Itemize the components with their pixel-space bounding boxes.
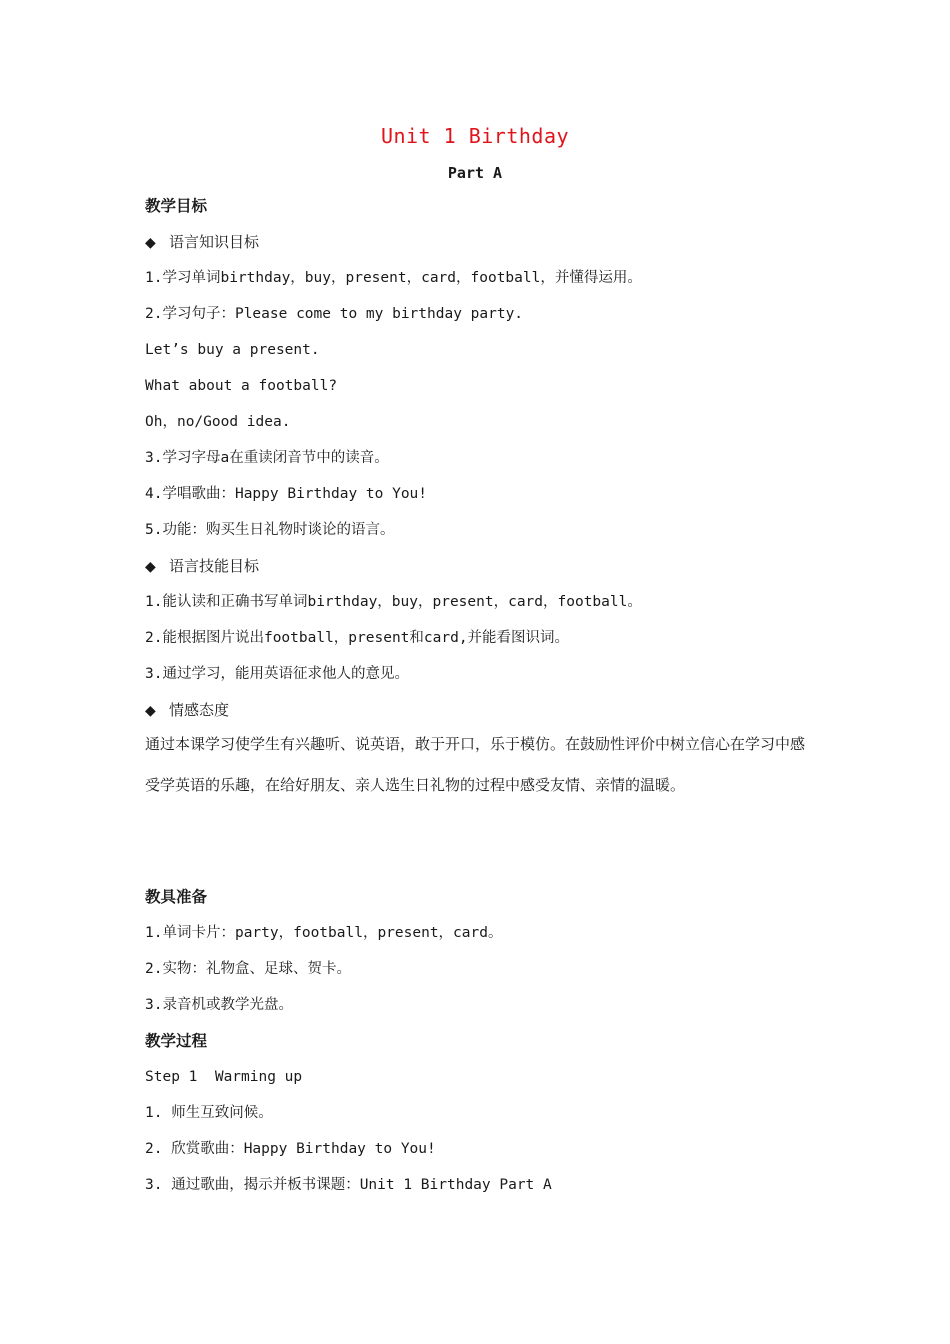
objective-item-3: 3.学习字母a在重读闭音节中的读音。 xyxy=(145,450,389,466)
section-heading-preparation: 教具准备 xyxy=(145,888,208,906)
diamond-bullet-icon: ◆ xyxy=(145,235,156,251)
diamond-bullet-icon: ◆ xyxy=(145,559,156,575)
sentence-line: Let’s buy a present. xyxy=(145,342,320,358)
document-title: Unit 1 Birthday xyxy=(380,124,570,148)
section-heading-process: 教学过程 xyxy=(145,1032,208,1050)
objective-item-4: 4.学唱歌曲：Happy Birthday to You! xyxy=(145,486,428,502)
subsection-skills xyxy=(145,556,259,577)
step-item-3: 3. 通过歌曲，揭示并板书课题：Unit 1 Birthday Part A xyxy=(145,1177,552,1193)
step-item-1: 1. 师生互致问候。 xyxy=(145,1105,273,1121)
prep-item-2: 2.实物：礼物盒、足球、贺卡。 xyxy=(145,961,351,977)
prep-item-1: 1.单词卡片：party，football，present，card。 xyxy=(145,925,503,941)
subsection-label: 情感态度 xyxy=(169,701,230,719)
section-heading-objectives: 教学目标 xyxy=(145,197,208,215)
subsection-label: 语言技能目标 xyxy=(169,557,260,575)
sentence-line: Oh，no/Good idea. xyxy=(145,414,291,430)
attitude-paragraph: 通过本课学习使学生有兴趣听、说英语，敢于开口，乐于模仿。在鼓励性评价中树立信心在学习中感受学英语的乐趣，在给好朋友、亲人选生日礼物的过程中感受友情、亲情的温暖。 xyxy=(145,735,806,794)
objective-item-5: 5.功能：购买生日礼物时谈论的语言。 xyxy=(145,522,395,538)
skill-item-2: 2.能根据图片说出football，present和card,并能看图识词。 xyxy=(145,630,570,646)
step-item-2: 2. 欣赏歌曲：Happy Birthday to You! xyxy=(145,1141,436,1157)
step-heading: Step 1 Warming up xyxy=(145,1069,303,1085)
sentence-line: What about a football? xyxy=(145,378,338,394)
subsection-label: 语言知识目标 xyxy=(169,233,260,251)
skill-item-1: 1.能认读和正确书写单词birthday，buy，present，card，football。 xyxy=(145,594,642,610)
document-subtitle: Part A xyxy=(447,164,503,182)
diamond-bullet-icon: ◆ xyxy=(145,703,156,719)
skill-item-3: 3.通过学习，能用英语征求他人的意见。 xyxy=(145,666,409,682)
objective-item-1: 1.学习单词birthday，buy，present，card，football，并懂得运用。 xyxy=(145,270,642,286)
subsection-knowledge xyxy=(145,232,259,253)
objective-item-2: 2.学习句子：Please come to my birthday party. xyxy=(145,306,524,322)
prep-item-3: 3.录音机或教学光盘。 xyxy=(145,997,293,1013)
subsection-attitude xyxy=(145,700,229,721)
